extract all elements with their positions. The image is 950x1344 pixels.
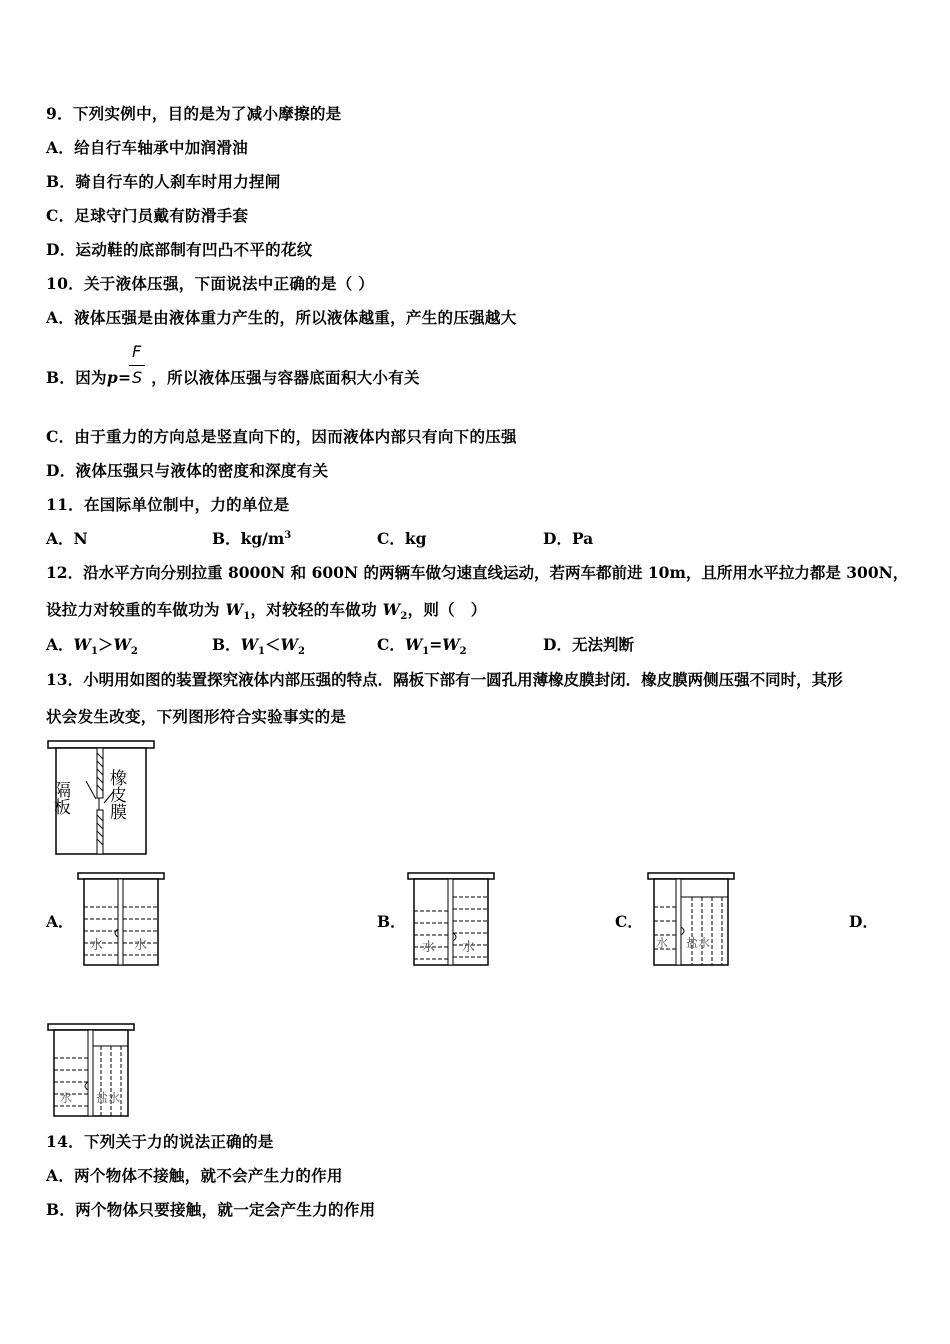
q12-a-w2: W <box>113 635 131 654</box>
q12-b-w1: W <box>240 635 259 654</box>
q14-option-a: A．两个物体不接触，就不会产生力的作用 <box>46 1166 343 1185</box>
q10-option-c: C．由于重力的方向总是竖直向下的，因而液体内部只有向下的压强 <box>46 427 517 446</box>
q12-c-w2: W <box>442 635 460 654</box>
q10-stem: 10．关于液体压强，下面说法中正确的是（ ） <box>46 274 375 293</box>
q12-option-b <box>212 633 305 657</box>
q12-w2-var: W <box>382 600 401 619</box>
q10-b-eq: = <box>117 368 132 387</box>
q12-c-w1: W <box>404 635 423 654</box>
salt-water-label-d: 盐水 <box>96 1091 121 1105</box>
q11-option-c: C．kg <box>377 529 427 548</box>
q12-s2c: ，则（ ） <box>407 600 487 619</box>
q12-stem-line2 <box>46 598 487 622</box>
q11-stem: 11．在国际单位制中，力的单位是 <box>46 495 290 514</box>
q11-option-a: A．N <box>46 529 88 548</box>
apparatus-figure <box>46 739 156 857</box>
q10-option-b <box>46 366 420 388</box>
q13-stem-line1: 13．小明用如图的装置探究液体内部压强的特点．隔板下部有一圆孔用薄橡皮膜封闭．橡皮膜两侧压强不同时，其形 <box>46 670 843 689</box>
fraction-denominator: S <box>132 368 143 387</box>
q10-b-var: p <box>106 368 118 387</box>
water-label-d: 水 <box>60 1091 73 1105</box>
q12-w1-var: W <box>225 600 244 619</box>
q11-option-d: D．Pa <box>543 529 594 548</box>
q13-option-d-label: D． <box>849 912 878 931</box>
q12-b-label: B． <box>212 635 241 654</box>
q12-c-op: = <box>429 635 443 654</box>
water-label-b2: 水 <box>462 940 476 955</box>
q13-figure-d <box>46 1022 136 1118</box>
fraction-bar <box>129 365 145 366</box>
q12-w2-sub: 2 <box>400 611 408 623</box>
q9-stem: 9．下列实例中，目的是为了减小摩擦的是 <box>46 104 342 123</box>
q12-option-a <box>46 633 138 657</box>
q11-b-text: B．kg/m <box>212 529 285 548</box>
q14-stem: 14．下列关于力的说法正确的是 <box>46 1132 274 1151</box>
fraction-numerator: F <box>132 342 142 361</box>
q10-option-d: D．液体压强只与液体的密度和深度有关 <box>46 461 329 480</box>
q12-c-sub1: 1 <box>422 646 430 658</box>
q11-b-sup: 3 <box>284 529 292 541</box>
q12-a-op: ＞ <box>97 635 114 654</box>
q10-b-prefix: B．因为 <box>46 368 107 387</box>
membrane-label: 橡皮膜 <box>106 769 126 820</box>
q12-option-c <box>377 633 467 657</box>
q9-option-c: C．足球守门员戴有防滑手套 <box>46 206 249 225</box>
salt-water-label-c: 盐水 <box>686 936 711 950</box>
q12-a-label: A． <box>46 635 74 654</box>
water-label-c: 水 <box>656 936 669 950</box>
q12-b-sub1: 1 <box>258 646 265 658</box>
q9-option-d: D．运动鞋的底部制有凹凸不平的花纹 <box>46 240 313 259</box>
q13-figure-a <box>76 871 166 967</box>
q10-option-a: A．液体压强是由液体重力产生的，所以液体越重，产生的压强越大 <box>46 308 517 327</box>
water-label-a1: 水 <box>90 938 104 953</box>
q13-stem-line2: 状会发生改变，下列图形符合实验事实的是 <box>46 707 347 726</box>
q11-option-b <box>212 527 291 549</box>
q13-option-c-label: C． <box>615 912 643 931</box>
q12-stem-line1: 12．沿水平方向分别拉重 8000N 和 600N 的两辆车做匀速直线运动，若两车都前进 10m，且所用水平拉力都是 300N， <box>46 563 909 582</box>
q12-b-w2: W <box>280 635 298 654</box>
q12-a-sub1: 1 <box>90 646 98 658</box>
q13-figure-c <box>646 871 736 967</box>
q12-w1-sub: 1 <box>243 611 251 623</box>
q12-a-w1: W <box>73 635 91 654</box>
partition-label: 隔板 <box>50 781 70 815</box>
q13-option-a-label: A． <box>46 912 74 931</box>
q12-s2a: 设拉力对较重的车做功为 <box>46 600 226 619</box>
q13-option-b-label: B． <box>377 912 406 931</box>
q14-option-b: B．两个物体只要接触，就一定会产生力的作用 <box>46 1200 376 1219</box>
q12-b-sub2: 2 <box>297 646 305 658</box>
q9-option-b: B．骑自行车的人刹车时用力捏闸 <box>46 172 281 191</box>
q12-b-op: ＜ <box>265 635 281 654</box>
q12-c-label: C． <box>377 635 405 654</box>
q10-b-suffix: ，所以液体压强与容器底面积大小有关 <box>151 368 420 387</box>
water-label-b1: 水 <box>422 940 436 955</box>
q13-figure-b <box>406 871 496 967</box>
q12-c-sub2: 2 <box>459 646 467 658</box>
q9-option-a: A．给自行车轴承中加润滑油 <box>46 138 248 157</box>
q12-a-sub2: 2 <box>130 646 138 658</box>
q12-s2b: ，对较轻的车做功 <box>250 600 383 619</box>
water-label-a2: 水 <box>134 938 148 953</box>
q12-option-d: D．无法判断 <box>543 635 634 654</box>
